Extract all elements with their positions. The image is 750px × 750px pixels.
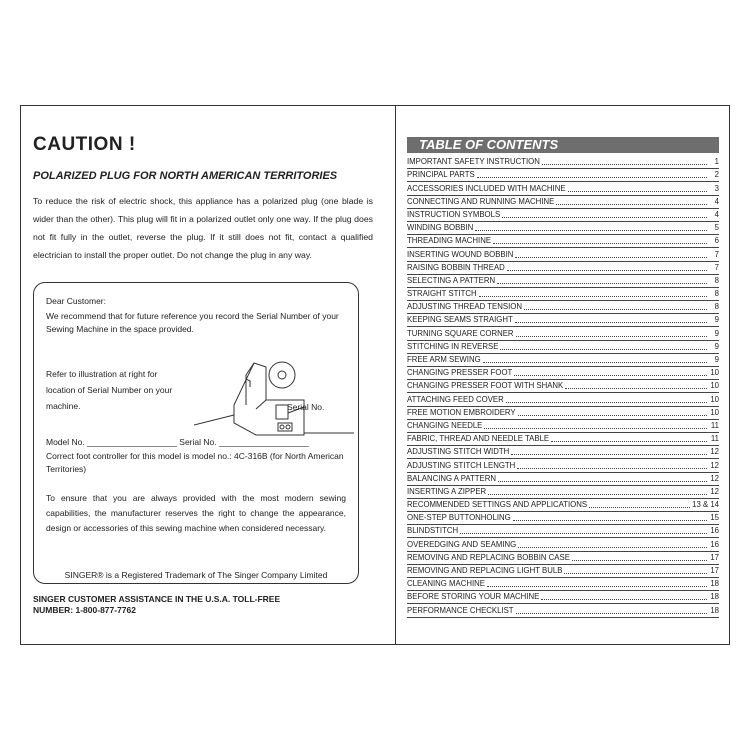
polarized-plug-subtitle: POLARIZED PLUG FOR NORTH AMERICAN TERRITORIES	[33, 170, 338, 182]
toc-item	[407, 565, 719, 578]
toc-item-title: THREADING MACHINE	[407, 236, 492, 246]
toc-item-title: FABRIC, THREAD AND NEEDLE TABLE	[407, 434, 550, 444]
toc-leader-dots	[502, 217, 707, 218]
toc-item	[407, 182, 719, 195]
toc-item-page: 18	[710, 592, 719, 602]
toc-item-title: ATTACHING FEED COVER	[407, 394, 504, 404]
toc-leader-dots	[541, 599, 707, 600]
toc-leader-dots	[551, 441, 707, 442]
toc-leader-dots	[515, 257, 707, 258]
toc-item-page: 12	[710, 486, 719, 496]
toc-item-page: 4	[714, 196, 719, 206]
toc-item	[407, 604, 719, 617]
toc-leader-dots	[475, 230, 707, 231]
trademark-notice: SINGER® is a Registered Trademark of The Singer Company Limited	[64, 570, 328, 580]
toc-item-page: 13 & 14	[692, 500, 719, 510]
toc-leader-dots	[500, 349, 707, 350]
toc-leader-dots	[515, 322, 707, 323]
toc-item	[407, 552, 719, 565]
toc-item	[407, 156, 719, 169]
customer-assistance	[33, 594, 373, 616]
toc-item-title: ADJUSTING STITCH LENGTH	[407, 460, 516, 470]
toc-leader-dots	[507, 270, 707, 271]
toc-item-page: 12	[710, 460, 719, 470]
toc-item	[407, 486, 719, 499]
toc-item-page: 8	[714, 302, 719, 312]
toc-item	[407, 209, 719, 222]
caution-title: CAUTION !	[33, 134, 136, 155]
toc-item-page: 7	[714, 262, 719, 272]
toc-item	[407, 407, 719, 420]
serial-number-illustration	[194, 345, 354, 440]
toc-item	[407, 446, 719, 459]
assistance-line-1: SINGER CUSTOMER ASSISTANCE IN THE U.S.A. TOLL-FREE	[33, 594, 281, 604]
toc-list	[407, 156, 719, 618]
toc-leader-dots	[506, 402, 707, 403]
toc-leader-dots	[514, 375, 707, 376]
toc-item-page: 9	[714, 341, 719, 351]
column-divider	[395, 106, 396, 644]
toc-item-title: STITCHING IN REVERSE	[407, 341, 499, 351]
manual-page-frame	[20, 105, 730, 645]
toc-item-page: 15	[710, 513, 719, 523]
toc-header: TABLE OF CONTENTS	[407, 137, 719, 153]
toc-item-title: BLINDSTITCH	[407, 526, 459, 536]
toc-item-title: RAISING BOBBIN THREAD	[407, 262, 505, 272]
toc-item	[407, 314, 719, 327]
toc-item	[407, 327, 719, 340]
toc-item-title: CLEANING MACHINE	[407, 579, 485, 589]
polarized-plug-paragraph: To reduce the risk of electric shock, this appliance has a polarized plug (one blade is wider than the other). This plug will fit in a polarized outlet only one way. If the plug does not fit fully in the outlet, reverse the plug. If it still does not fit, contact a qualified electrician to install the proper outlet. Do not change the plug in any way.	[33, 196, 373, 260]
toc-item-title: STRAIGHT STITCH	[407, 289, 477, 299]
dear-customer: Dear Customer:	[46, 296, 106, 306]
toc-leader-dots	[488, 494, 707, 495]
toc-item-title: INSERTING WOUND BOBBIN	[407, 249, 514, 259]
toc-item-title: CHANGING NEEDLE	[407, 420, 483, 430]
toc-item	[407, 512, 719, 525]
model-serial-fields: Model No. ___________________ Serial No. ___________________	[46, 437, 309, 447]
toc-item-title: CONNECTING AND RUNNING MACHINE	[407, 196, 555, 206]
toc-leader-dots	[513, 520, 707, 521]
toc-leader-dots	[460, 533, 707, 534]
toc-leader-dots	[568, 191, 707, 192]
refer-illustration-text: Refer to illustration at right for location of Serial Number on your machine.	[46, 369, 173, 411]
toc-item	[407, 393, 719, 406]
toc-leader-dots	[483, 362, 707, 363]
polarized-plug-text	[33, 192, 373, 264]
toc-item	[407, 341, 719, 354]
toc-item-title: ACCESSORIES INCLUDED WITH MACHINE	[407, 183, 566, 193]
toc-item-page: 7	[714, 249, 719, 259]
toc-item-page: 17	[710, 552, 719, 562]
toc-item-title: REMOVING AND REPLACING BOBBIN CASE	[407, 552, 570, 562]
toc-item	[407, 499, 719, 512]
serial-number-label: Serial No.	[287, 402, 325, 412]
toc-item	[407, 433, 719, 446]
toc-item	[407, 222, 719, 235]
toc-leader-dots	[516, 336, 707, 337]
toc-item-page: 10	[710, 368, 719, 378]
toc-item-page: 10	[710, 381, 719, 391]
toc-leader-dots	[517, 468, 707, 469]
toc-item-title: BALANCING A PATTERN	[407, 473, 496, 483]
toc-leader-dots	[518, 547, 707, 548]
toc-item	[407, 288, 719, 301]
toc-item	[407, 301, 719, 314]
toc-leader-dots	[518, 415, 707, 416]
toc-item	[407, 354, 719, 367]
toc-item-page: 10	[710, 394, 719, 404]
toc-leader-dots	[493, 243, 707, 244]
toc-leader-dots	[565, 388, 707, 389]
toc-item-page: 18	[710, 579, 719, 589]
toc-leader-dots	[542, 164, 707, 165]
design-change-notice: To ensure that you are always provided with the most modern sewing capabilities, the manufacturer reserves the right to change the appearance, design or accessories of this sewing machine when considered necessary.	[46, 493, 346, 533]
toc-leader-dots	[511, 454, 707, 455]
toc-leader-dots	[572, 560, 707, 561]
toc-item-page: 17	[710, 566, 719, 575]
toc-item-page: 4	[714, 209, 719, 219]
toc-item-page: 12	[710, 447, 719, 457]
toc-item	[407, 538, 719, 551]
toc-item-title: ADJUSTING STITCH WIDTH	[407, 447, 510, 457]
toc-item-page: 1	[714, 157, 719, 167]
foot-controller-text: Correct foot controller for this model is model no.: 4C-316B (for North American Territories)	[46, 451, 344, 474]
toc-item-title: PRINCIPAL PARTS	[407, 170, 475, 180]
toc-leader-dots	[477, 177, 707, 178]
toc-leader-dots	[516, 613, 707, 614]
toc-leader-dots	[479, 296, 707, 297]
toc-item	[407, 275, 719, 288]
toc-item	[407, 459, 719, 472]
toc-leader-dots	[484, 428, 707, 429]
toc-leader-dots	[487, 586, 707, 587]
toc-leader-dots	[524, 309, 707, 310]
toc-item-title: RECOMMENDED SETTINGS AND APPLICATIONS	[407, 500, 588, 510]
toc-item-title: KEEPING SEAMS STRAIGHT	[407, 315, 513, 325]
toc-item-page: 6	[714, 236, 719, 246]
toc-item	[407, 367, 719, 380]
toc-item-title: WINDING BOBBIN	[407, 223, 474, 233]
toc-item	[407, 169, 719, 182]
toc-item-title: BEFORE STORING YOUR MACHINE	[407, 592, 540, 602]
toc-item	[407, 420, 719, 433]
toc-item-title: IMPORTANT SAFETY INSTRUCTION	[407, 157, 540, 167]
customer-notice-box	[33, 282, 359, 584]
toc-item	[407, 262, 719, 275]
toc-item-page: 8	[714, 275, 719, 285]
toc-item-title: ADJUSTING THREAD TENSION	[407, 302, 522, 312]
toc-leader-dots	[564, 573, 707, 574]
toc-item	[407, 578, 719, 591]
toc-item-page: 8	[714, 289, 719, 299]
toc-item-page: 10	[710, 407, 719, 417]
toc-item-page: 18	[710, 605, 719, 615]
toc-item	[407, 248, 719, 261]
toc-leader-dots	[498, 481, 707, 482]
toc-item-title: INSERTING A ZIPPER	[407, 486, 487, 496]
toc-item	[407, 235, 719, 248]
toc-item-title: OVEREDGING AND SEAMING	[407, 539, 517, 549]
toc-item-title: REMOVING AND REPLACING LIGHT BULB	[407, 566, 563, 575]
toc-item-title: INSTRUCTION SYMBOLS	[407, 209, 501, 219]
toc-item-title: CHANGING PRESSER FOOT	[407, 368, 513, 378]
toc-item-page: 9	[714, 355, 719, 364]
toc-leader-dots	[556, 204, 707, 205]
toc-item-title: SELECTING A PATTERN	[407, 275, 496, 285]
toc-item-page: 3	[714, 183, 719, 193]
assistance-phone: NUMBER: 1-800-877-7762	[33, 605, 136, 615]
toc-item-page: 9	[714, 328, 719, 338]
toc-item-page: 16	[710, 539, 719, 549]
toc-item	[407, 196, 719, 209]
toc-item-title: FREE ARM SEWING	[407, 355, 481, 364]
toc-item-title: PERFORMANCE CHECKLIST	[407, 605, 514, 615]
toc-item-page: 9	[714, 315, 719, 325]
record-serial-text: We recommend that for future reference you record the Serial Number of your Sewing Machine in the space provided.	[46, 311, 339, 334]
toc-item-title: FREE MOTION EMBROIDERY	[407, 407, 516, 417]
toc-item	[407, 380, 719, 393]
toc-item-page: 2	[714, 170, 719, 180]
toc-leader-dots	[589, 507, 690, 508]
toc-item	[407, 591, 719, 604]
toc-item	[407, 473, 719, 486]
toc-leader-dots	[497, 283, 707, 284]
toc-item-title: CHANGING PRESSER FOOT WITH SHANK	[407, 381, 564, 391]
toc-item-page: 11	[710, 434, 719, 444]
toc-item-title: ONE-STEP BUTTONHOLING	[407, 513, 511, 523]
toc-item	[407, 525, 719, 538]
toc-item-title: TURNING SQUARE CORNER	[407, 328, 514, 338]
toc-item-page: 12	[710, 473, 719, 483]
toc-item-page: 11	[710, 420, 719, 430]
toc-item-page: 16	[710, 526, 719, 536]
toc-item-page: 5	[714, 223, 719, 233]
